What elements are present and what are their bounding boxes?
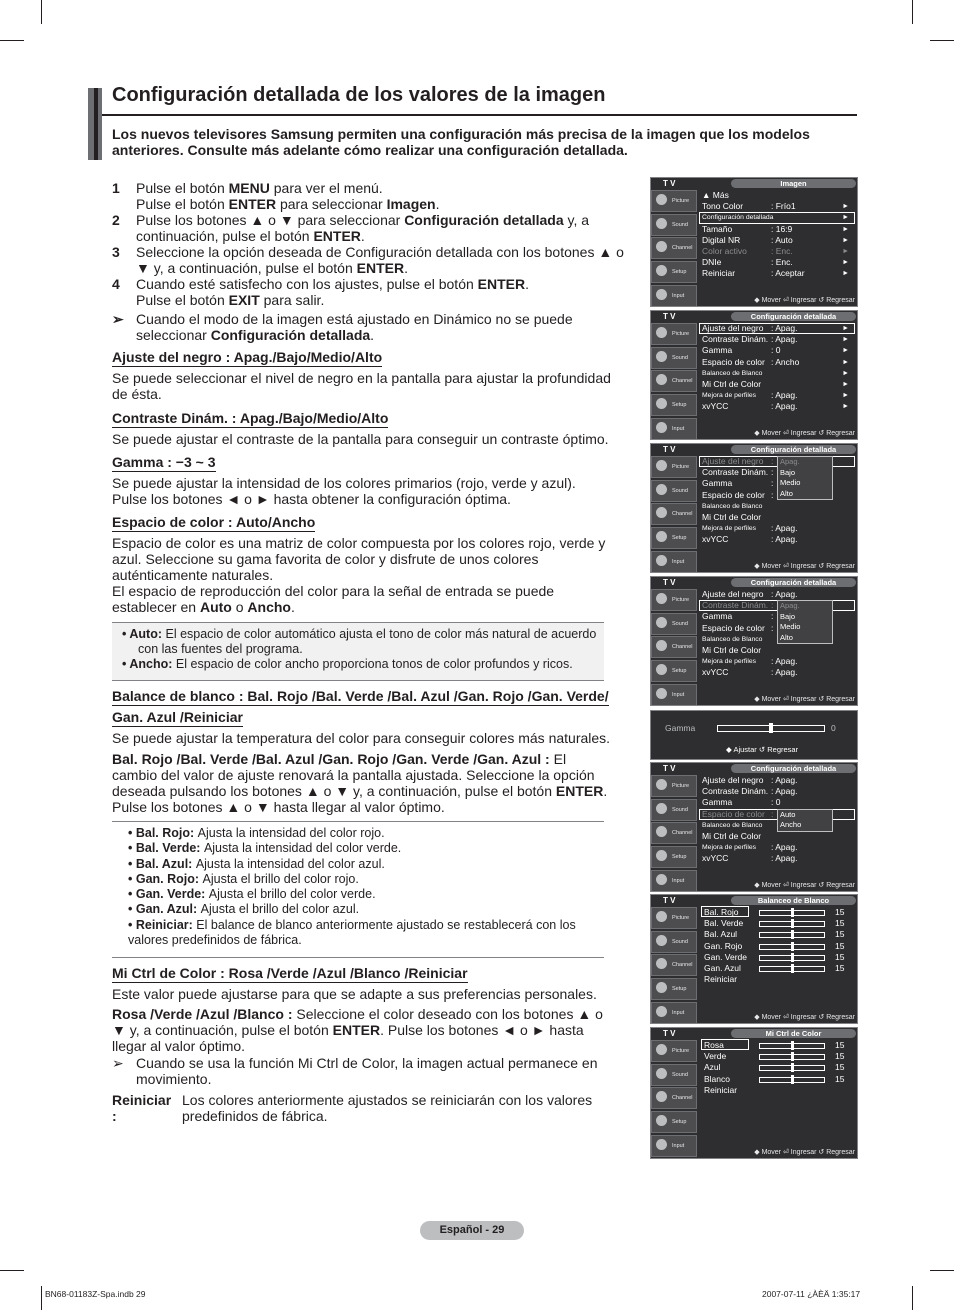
step-text: Cuando el modo de la imagen está ajustado en Dinámico no se puede seleccionar Configuración detallada. bbox=[136, 311, 573, 343]
gamma-osd-bar[interactable] bbox=[717, 725, 825, 732]
osd-side-label: Sound bbox=[672, 487, 688, 494]
osd-slider-knob[interactable] bbox=[791, 930, 794, 939]
osd-side-button[interactable] bbox=[651, 978, 697, 1000]
osd-slider-row[interactable]: Bal. Rojo 15 bbox=[704, 907, 845, 917]
osd-menu-row[interactable]: Contraste Dinám. : Apag. bbox=[702, 786, 798, 797]
osd-side-icon bbox=[656, 327, 667, 338]
osd-side-button[interactable] bbox=[651, 394, 697, 416]
osd-menu-row[interactable]: Espacio de color : bbox=[699, 809, 855, 820]
osd-side-label: Setup bbox=[672, 986, 687, 993]
colorspace-text: Espacio de color es una matriz de color compuesta por los colores rojo, verde y azul. Seleccione su gama favorita de color y disfrute de unos colores auténticamente naturales. El espacio de reproducción del color para la señal de entrada se puede establecer en Auto o Ancho. bbox=[112, 535, 606, 615]
osd-slider-bar[interactable] bbox=[759, 921, 825, 927]
osd-side-button[interactable] bbox=[651, 456, 697, 478]
osd-side-icon bbox=[656, 1006, 667, 1017]
osd-title: Imagen bbox=[731, 179, 856, 188]
osd-side-button[interactable] bbox=[651, 822, 697, 844]
osd-panel bbox=[650, 310, 858, 440]
osd-side-icon bbox=[656, 422, 667, 433]
osd-side-icon bbox=[656, 874, 667, 885]
osd-side-label: Channel bbox=[672, 1095, 693, 1102]
osd-menu-row[interactable]: Mi Ctrl de Color bbox=[702, 511, 762, 522]
osd-side-label: Setup bbox=[672, 1119, 687, 1126]
step-number: ➢ bbox=[112, 311, 124, 327]
mycolor-detail: Rosa /Verde /Azul /Blanco : Seleccione el color deseado con los botones ▲ o ▼ y, a continuación, pulse el botón ENTER. Pulse los botones ◄ o ► hasta llegar al valor óptimo. bbox=[112, 1006, 603, 1054]
osd-side-button[interactable] bbox=[651, 1135, 697, 1157]
osd-side-button[interactable] bbox=[651, 370, 697, 392]
osd-side-button[interactable] bbox=[651, 660, 697, 682]
contrast-text: Se puede ajustar el contraste de la pantalla para conseguir un contraste óptimo. bbox=[112, 431, 609, 447]
osd-menu-row[interactable]: Contraste Dinám. : bbox=[699, 600, 855, 611]
osd-side-icon bbox=[656, 982, 667, 993]
osd-slider-bar[interactable] bbox=[759, 1054, 825, 1060]
osd-slider-row[interactable]: Reiniciar bbox=[704, 974, 738, 985]
wb-text: Se puede ajustar la temperatura del color para conseguir colores más naturales. bbox=[112, 730, 611, 746]
note-arrow: ➢ bbox=[112, 1055, 124, 1071]
osd-tv-label: T V bbox=[663, 312, 676, 321]
osd-side-label: Input bbox=[672, 425, 685, 432]
osd-side-icon bbox=[656, 958, 667, 969]
note-item: • Bal. Verde: Ajusta la intensidad del color verde. bbox=[128, 841, 402, 856]
osd-side-label: Channel bbox=[672, 378, 693, 385]
mycolor-heading: Mi Ctrl de Color : Rosa /Verde /Azul /Blanco /Reiniciar bbox=[112, 965, 468, 981]
osd-side-button[interactable] bbox=[651, 285, 697, 307]
osd-slider-row[interactable]: Verde 15 bbox=[704, 1051, 845, 1062]
osd-side-icon bbox=[656, 218, 667, 229]
osd-slider-bar[interactable] bbox=[759, 944, 825, 950]
mycolor-note: Cuando se usa la función Mi Ctrl de Color, la imagen actual permanece en movimiento. bbox=[136, 1055, 598, 1087]
intro-text: Los nuevos televisores Samsung permiten una configuración más precisa de la imagen que los modelos anteriores. Consulte más adelante cómo realizar una configuración detallada. bbox=[112, 126, 810, 158]
osd-panel bbox=[650, 762, 858, 892]
osd-menu-row[interactable]: Espacio de color : bbox=[702, 489, 774, 500]
osd-slider-row[interactable]: Azul 15 bbox=[704, 1062, 845, 1073]
osd-side-button[interactable] bbox=[651, 846, 697, 868]
note-item: • Ancho: El espacio de color ancho proporciona tonos de color profundos y ricos. bbox=[122, 657, 573, 671]
osd-side-label: Channel bbox=[672, 511, 693, 518]
osd-dropdown-option[interactable]: Medio bbox=[780, 622, 801, 632]
page-title: Configuración detallada de los valores de la imagen bbox=[112, 84, 606, 106]
gamma-osd-knob[interactable] bbox=[769, 723, 773, 733]
osd-side-button[interactable] bbox=[651, 261, 697, 283]
osd-title: Configuración detallada bbox=[731, 312, 856, 321]
osd-menu-row[interactable]: Contraste Dinám. : bbox=[702, 467, 774, 478]
osd-menu-row[interactable]: Gamma : bbox=[702, 611, 774, 622]
osd-side-icon bbox=[656, 779, 667, 790]
osd-tv-label: T V bbox=[663, 1029, 676, 1038]
osd-side-button[interactable] bbox=[651, 931, 697, 953]
osd-menu-row[interactable]: xvYCC : Apag. ► bbox=[702, 401, 849, 412]
osd-slider-row[interactable]: Reiniciar bbox=[704, 1084, 738, 1095]
osd-menu-row[interactable]: DNIe : Enc. ► bbox=[702, 257, 849, 268]
osd-title: Configuración detallada bbox=[731, 578, 856, 587]
osd-side-label: Input bbox=[672, 691, 685, 698]
osd-slider-row[interactable]: Rosa 15 bbox=[704, 1040, 845, 1050]
gamma-osd-value: 0 bbox=[831, 723, 836, 733]
osd-side-button[interactable] bbox=[651, 1111, 697, 1133]
osd-side-icon bbox=[656, 911, 667, 922]
osd-side-label: Picture bbox=[672, 464, 690, 470]
gamma-osd-footer: ◆ Ajustar ↺ Regresar bbox=[726, 745, 799, 754]
osd-side-label: Sound bbox=[672, 354, 688, 361]
osd-dropdown-option[interactable]: Apag. bbox=[780, 601, 800, 611]
osd-menu-row[interactable]: Color activo : Enc. ► bbox=[702, 245, 849, 256]
gamma-osd-label: Gamma bbox=[665, 723, 696, 733]
osd-menu-row[interactable]: Mejora de perfiles : Apag. bbox=[702, 656, 798, 667]
osd-title: Mi Ctrl de Color bbox=[731, 1029, 856, 1038]
osd-menu-row[interactable]: Ajuste del negro : Apag. bbox=[702, 589, 798, 599]
osd-slider-bar[interactable] bbox=[759, 932, 825, 938]
osd-side-button[interactable] bbox=[651, 799, 697, 821]
osd-side-icon bbox=[656, 850, 667, 861]
osd-slider-knob[interactable] bbox=[791, 1075, 794, 1084]
osd-panel bbox=[650, 443, 858, 573]
osd-dropdown-option[interactable]: Auto bbox=[780, 809, 796, 819]
note-item: • Bal. Azul: Ajusta la intensidad del color azul. bbox=[128, 856, 385, 871]
osd-footer: ◆ Mover ⏎ Ingresar ↺ Regresar bbox=[754, 696, 855, 703]
osd-side-icon bbox=[656, 826, 667, 837]
osd-menu-row[interactable]: Espacio de color : bbox=[702, 622, 774, 633]
note-item: • Gan. Rojo: Ajusta el brillo del color rojo. bbox=[128, 871, 359, 886]
osd-slider-bar[interactable] bbox=[759, 1077, 825, 1083]
osd-side-button[interactable] bbox=[651, 1087, 697, 1109]
note-item: • Gan. Azul: Ajusta el brillo del color azul. bbox=[128, 902, 360, 917]
osd-side-label: Setup bbox=[672, 854, 687, 861]
colorspace-notes bbox=[112, 622, 604, 681]
osd-side-button[interactable] bbox=[651, 1002, 697, 1024]
osd-side-label: Channel bbox=[672, 644, 693, 651]
osd-side-icon bbox=[656, 555, 667, 566]
osd-side-label: Setup bbox=[672, 269, 687, 276]
note-item: • Gan. Verde: Ajusta el brillo del color verde. bbox=[128, 887, 376, 902]
osd-footer: ◆ Mover ⏎ Ingresar ↺ Regresar bbox=[754, 563, 855, 570]
osd-side-label: Input bbox=[672, 877, 685, 884]
osd-side-button[interactable] bbox=[651, 551, 697, 573]
osd-side-label: Sound bbox=[672, 620, 688, 627]
osd-side-label: Picture bbox=[672, 1048, 690, 1054]
osd-slider-row[interactable]: Gan. Azul 15 bbox=[704, 962, 845, 973]
osd-dropdown[interactable] bbox=[777, 456, 833, 500]
osd-side-button[interactable] bbox=[651, 1040, 697, 1062]
wb-heading: Balance de blanco : Bal. Rojo /Bal. Verde /Bal. Azul /Gan. Rojo /Gan. Verde/ bbox=[112, 688, 609, 704]
osd-menu-row[interactable]: Balanceo de Blanco bbox=[702, 502, 763, 510]
osd-side-button[interactable] bbox=[651, 237, 697, 259]
osd-menu-row[interactable]: Mejora de perfiles : Apag. bbox=[702, 842, 798, 853]
osd-slider-knob[interactable] bbox=[791, 1063, 794, 1072]
osd-dropdown[interactable] bbox=[777, 600, 833, 644]
osd-side-button[interactable] bbox=[651, 684, 697, 706]
osd-slider-bar[interactable] bbox=[759, 910, 825, 916]
osd-menu-row[interactable]: Balanceo de Blanco bbox=[702, 821, 763, 829]
osd-side-icon bbox=[656, 1091, 667, 1102]
osd-title: Balanceo de Blanco bbox=[731, 896, 856, 905]
osd-menu-row[interactable]: Ajuste del negro : bbox=[699, 456, 855, 467]
osd-dropdown-option[interactable]: Apag. bbox=[780, 457, 800, 466]
osd-side-icon bbox=[656, 664, 667, 675]
osd-side-icon bbox=[656, 484, 667, 495]
osd-menu-row[interactable]: Balanceo de Blanco ► bbox=[702, 369, 849, 377]
osd-side-button[interactable] bbox=[651, 870, 697, 892]
title-accent-line bbox=[94, 88, 98, 160]
osd-slider-bar[interactable] bbox=[759, 966, 825, 972]
osd-menu-row[interactable]: Reiniciar : Aceptar ► bbox=[702, 268, 849, 279]
contrast-heading: Contraste Dinám. : Apag./Bajo/Medio/Alto bbox=[112, 410, 389, 426]
osd-side-button[interactable] bbox=[651, 190, 697, 212]
osd-side-label: Picture bbox=[672, 915, 690, 921]
osd-side-icon bbox=[656, 1044, 667, 1055]
osd-side-button[interactable] bbox=[651, 907, 697, 929]
osd-tv-label: T V bbox=[663, 445, 676, 454]
osd-side-icon bbox=[656, 531, 667, 542]
gamma-osd bbox=[650, 710, 858, 760]
osd-side-button[interactable] bbox=[651, 503, 697, 525]
osd-slider-knob[interactable] bbox=[791, 908, 794, 917]
osd-dropdown-option[interactable]: Bajo bbox=[780, 611, 796, 621]
step-text: Pulse los botones ▲ o ▼ para seleccionar Configuración detallada y, a continuación, pulse el botón ENTER. bbox=[136, 212, 590, 244]
osd-menu-row[interactable]: Tamaño : 16:9 ► bbox=[702, 223, 849, 234]
osd-menu-row[interactable]: Espacio de color : Ancho ► bbox=[702, 356, 849, 367]
osd-side-label: Channel bbox=[672, 830, 693, 837]
reset-label: Reiniciar : bbox=[112, 1092, 172, 1124]
osd-side-button[interactable] bbox=[651, 480, 697, 502]
osd-footer: ◆ Mover ⏎ Ingresar ↺ Regresar bbox=[754, 297, 855, 304]
osd-dropdown-option[interactable]: Ancho bbox=[780, 820, 802, 830]
osd-side-icon bbox=[656, 688, 667, 699]
osd-side-button[interactable] bbox=[651, 418, 697, 440]
osd-side-button[interactable] bbox=[651, 347, 697, 369]
osd-slider-bar[interactable] bbox=[759, 1043, 825, 1049]
osd-panel bbox=[650, 894, 858, 1024]
osd-side-icon bbox=[656, 398, 667, 409]
black-text: Se puede seleccionar el nivel de negro en la pantalla para ajustar la profundidad de ésta. bbox=[112, 370, 611, 402]
step-number: 1 bbox=[112, 180, 120, 196]
osd-footer: ◆ Mover ⏎ Ingresar ↺ Regresar bbox=[754, 430, 855, 437]
note-item: • Bal. Rojo: Ajusta la intensidad del color rojo. bbox=[128, 826, 385, 840]
osd-side-icon bbox=[656, 617, 667, 628]
osd-slider-row[interactable]: Bal. Verde 15 bbox=[704, 918, 845, 929]
osd-slider-knob[interactable] bbox=[791, 964, 794, 973]
step-text: Seleccione la opción deseada de Configuración detallada con los botones ▲ o ▼ y, a continuación, pulse el botón ENTER. bbox=[136, 244, 624, 276]
black-heading: Ajuste del negro : Apag./Bajo/Medio/Alto bbox=[112, 349, 383, 365]
osd-tv-label: T V bbox=[663, 764, 676, 773]
osd-slider-knob[interactable] bbox=[791, 1041, 794, 1050]
colorspace-heading: Espacio de color : Auto/Ancho bbox=[112, 514, 316, 530]
osd-menu-row[interactable]: Mi Ctrl de Color bbox=[702, 644, 762, 655]
gamma-text: Se puede ajustar la intensidad de los colores primarios (rojo, verde y azul). Pulse los botones ◄ o ► hasta obtener la configuración óptima. bbox=[112, 475, 576, 507]
osd-panel bbox=[650, 576, 858, 706]
osd-footer: ◆ Mover ⏎ Ingresar ↺ Regresar bbox=[754, 1149, 855, 1156]
osd-menu-row[interactable]: Configuración detallada ► bbox=[699, 212, 855, 223]
osd-slider-knob[interactable] bbox=[791, 953, 794, 962]
osd-side-label: Input bbox=[672, 558, 685, 565]
osd-dropdown-option[interactable]: Alto bbox=[780, 632, 793, 642]
osd-footer: ◆ Mover ⏎ Ingresar ↺ Regresar bbox=[754, 882, 855, 889]
osd-side-button[interactable] bbox=[651, 527, 697, 549]
osd-side-icon bbox=[656, 460, 667, 471]
osd-side-label: Picture bbox=[672, 331, 690, 337]
gamma-heading: Gamma : −3 ~ 3 bbox=[112, 454, 216, 470]
osd-side-icon bbox=[656, 194, 667, 205]
page-number: Español - 29 bbox=[420, 1221, 524, 1240]
step-number: 2 bbox=[112, 212, 120, 228]
osd-menu-row[interactable]: Digital NR : Auto ► bbox=[702, 234, 849, 245]
osd-slider-bar[interactable] bbox=[759, 955, 825, 961]
osd-menu-row[interactable]: Mi Ctrl de Color ► bbox=[702, 378, 849, 389]
osd-slider-row[interactable]: Bal. Azul 15 bbox=[704, 929, 845, 940]
osd-footer: ◆ Mover ⏎ Ingresar ↺ Regresar bbox=[754, 1014, 855, 1021]
note-item: • Reiniciar: El balance de blanco anteriormente ajustado se restablecerá con los valores predefinidos de fábrica. bbox=[128, 917, 576, 948]
osd-dropdown-option[interactable]: Alto bbox=[780, 488, 793, 498]
osd-side-icon bbox=[656, 1068, 667, 1079]
osd-menu-row[interactable]: Mi Ctrl de Color bbox=[702, 830, 762, 841]
note-item: • Auto: El espacio de color automático ajusta el tono de color más natural de acuerdo con las fuentes del programa. bbox=[122, 627, 597, 656]
osd-menu-row[interactable]: Gamma : 0 bbox=[702, 797, 781, 808]
osd-menu-row[interactable]: Ajuste del negro : Apag. bbox=[702, 775, 798, 785]
osd-side-icon bbox=[656, 507, 667, 518]
osd-side-icon bbox=[656, 593, 667, 604]
osd-menu-row[interactable]: xvYCC : Apag. bbox=[702, 667, 798, 678]
osd-title: Configuración detallada bbox=[731, 445, 856, 454]
osd-side-icon bbox=[656, 289, 667, 300]
osd-side-button[interactable] bbox=[651, 954, 697, 976]
osd-side-button[interactable] bbox=[651, 636, 697, 658]
osd-slider-knob[interactable] bbox=[791, 942, 794, 951]
osd-side-icon bbox=[656, 935, 667, 946]
osd-side-label: Setup bbox=[672, 535, 687, 542]
osd-side-icon bbox=[656, 351, 667, 362]
osd-side-label: Setup bbox=[672, 402, 687, 409]
wb-heading-2: Gan. Azul /Reiniciar bbox=[112, 709, 243, 725]
osd-side-button[interactable] bbox=[651, 323, 697, 345]
osd-side-label: Channel bbox=[672, 962, 693, 969]
osd-menu-row[interactable]: Contraste Dinám. : Apag. ► bbox=[702, 334, 849, 345]
osd-side-button[interactable] bbox=[651, 589, 697, 611]
file-info: BN68-01183Z-Spa.indb 29 bbox=[45, 1289, 146, 1299]
osd-side-icon bbox=[656, 374, 667, 385]
step-number: 4 bbox=[112, 276, 120, 292]
osd-side-button[interactable] bbox=[651, 613, 697, 635]
osd-side-label: Channel bbox=[672, 245, 693, 252]
step-text: Pulse el botón MENU para ver el menú. Pulse el botón ENTER para seleccionar Imagen. bbox=[136, 180, 440, 212]
mycolor-text: Este valor puede ajustarse para que se adapte a sus preferencias personales. bbox=[112, 986, 597, 1002]
osd-title: Configuración detallada bbox=[731, 764, 856, 773]
osd-menu-row[interactable]: Gamma : bbox=[702, 478, 774, 489]
osd-tv-label: T V bbox=[663, 179, 676, 188]
osd-side-icon bbox=[656, 803, 667, 814]
osd-slider-knob[interactable] bbox=[791, 1052, 794, 1061]
osd-side-label: Picture bbox=[672, 783, 690, 789]
osd-side-button[interactable] bbox=[651, 775, 697, 797]
osd-side-label: Sound bbox=[672, 806, 688, 813]
wb-notes bbox=[112, 821, 604, 958]
step-number: 3 bbox=[112, 244, 120, 260]
osd-tv-label: T V bbox=[663, 896, 676, 905]
title-rule bbox=[102, 114, 857, 116]
osd-slider-knob[interactable] bbox=[791, 919, 794, 928]
osd-side-label: Sound bbox=[672, 1071, 688, 1078]
osd-side-icon bbox=[656, 1115, 667, 1126]
osd-side-label: Picture bbox=[672, 198, 690, 204]
osd-tv-label: T V bbox=[663, 578, 676, 587]
osd-slider-bar[interactable] bbox=[759, 1065, 825, 1071]
osd-side-icon bbox=[656, 265, 667, 276]
osd-side-icon bbox=[656, 1139, 667, 1150]
osd-side-label: Sound bbox=[672, 938, 688, 945]
osd-side-icon bbox=[656, 241, 667, 252]
osd-side-label: Picture bbox=[672, 597, 690, 603]
osd-slider-row[interactable]: Gan. Verde 15 bbox=[704, 951, 845, 962]
osd-side-label: Input bbox=[672, 292, 685, 299]
osd-menu-row[interactable]: Gamma : 0 ► bbox=[702, 345, 849, 356]
print-date: 2007-07-11 ¿ÀÈÄ 1:35:17 bbox=[762, 1289, 861, 1299]
osd-side-button[interactable] bbox=[651, 1064, 697, 1086]
osd-side-label: Input bbox=[672, 1142, 685, 1149]
osd-slider-row[interactable]: Blanco 15 bbox=[704, 1073, 845, 1084]
osd-menu-row[interactable]: xvYCC : Apag. bbox=[702, 534, 798, 545]
osd-side-label: Sound bbox=[672, 221, 688, 228]
osd-side-label: Input bbox=[672, 1009, 685, 1016]
osd-menu-row[interactable]: Balanceo de Blanco bbox=[702, 635, 763, 643]
reset-text: Los colores anteriormente ajustados se reiniciarán con los valores predefinidos de fábrica. bbox=[182, 1092, 593, 1124]
osd-slider-row[interactable]: Gan. Rojo 15 bbox=[704, 940, 845, 951]
osd-panel bbox=[650, 177, 858, 307]
osd-side-button[interactable] bbox=[651, 214, 697, 236]
osd-side-label: Setup bbox=[672, 668, 687, 675]
osd-menu-row[interactable]: Mejora de perfiles : Apag. bbox=[702, 523, 798, 534]
osd-side-icon bbox=[656, 640, 667, 651]
wb-detail: Bal. Rojo /Bal. Verde /Bal. Azul /Gan. Rojo /Gan. Verde /Gan. Azul : El cambio del valor de ajuste renovará la pantalla ajustada. Seleccione la opción deseada pulsando los botones ▲ o ▼ y, a continuación, pulse el botón ENTER. Pulse los botones ▲ o ▼ hasta llegar al valor óptimo. bbox=[112, 751, 608, 815]
osd-menu-row[interactable]: Mejora de perfiles : Apag. ► bbox=[702, 390, 849, 401]
osd-menu-row[interactable]: Ajuste del negro : Apag. ► bbox=[699, 323, 855, 334]
osd-menu-row[interactable]: xvYCC : Apag. bbox=[702, 853, 798, 864]
osd-dropdown-option[interactable]: Bajo bbox=[780, 467, 796, 477]
osd-dropdown-option[interactable]: Medio bbox=[780, 478, 801, 487]
step-text: Cuando esté satisfecho con los ajustes, pulse el botón ENTER. Pulse el botón EXIT para salir. bbox=[136, 276, 530, 308]
osd-panel bbox=[650, 1027, 858, 1159]
osd-menu-row[interactable]: ▲ Más bbox=[702, 190, 729, 200]
osd-menu-row[interactable]: Tono Color : Frío1 ► bbox=[702, 201, 849, 212]
osd-dropdown[interactable] bbox=[777, 809, 833, 832]
